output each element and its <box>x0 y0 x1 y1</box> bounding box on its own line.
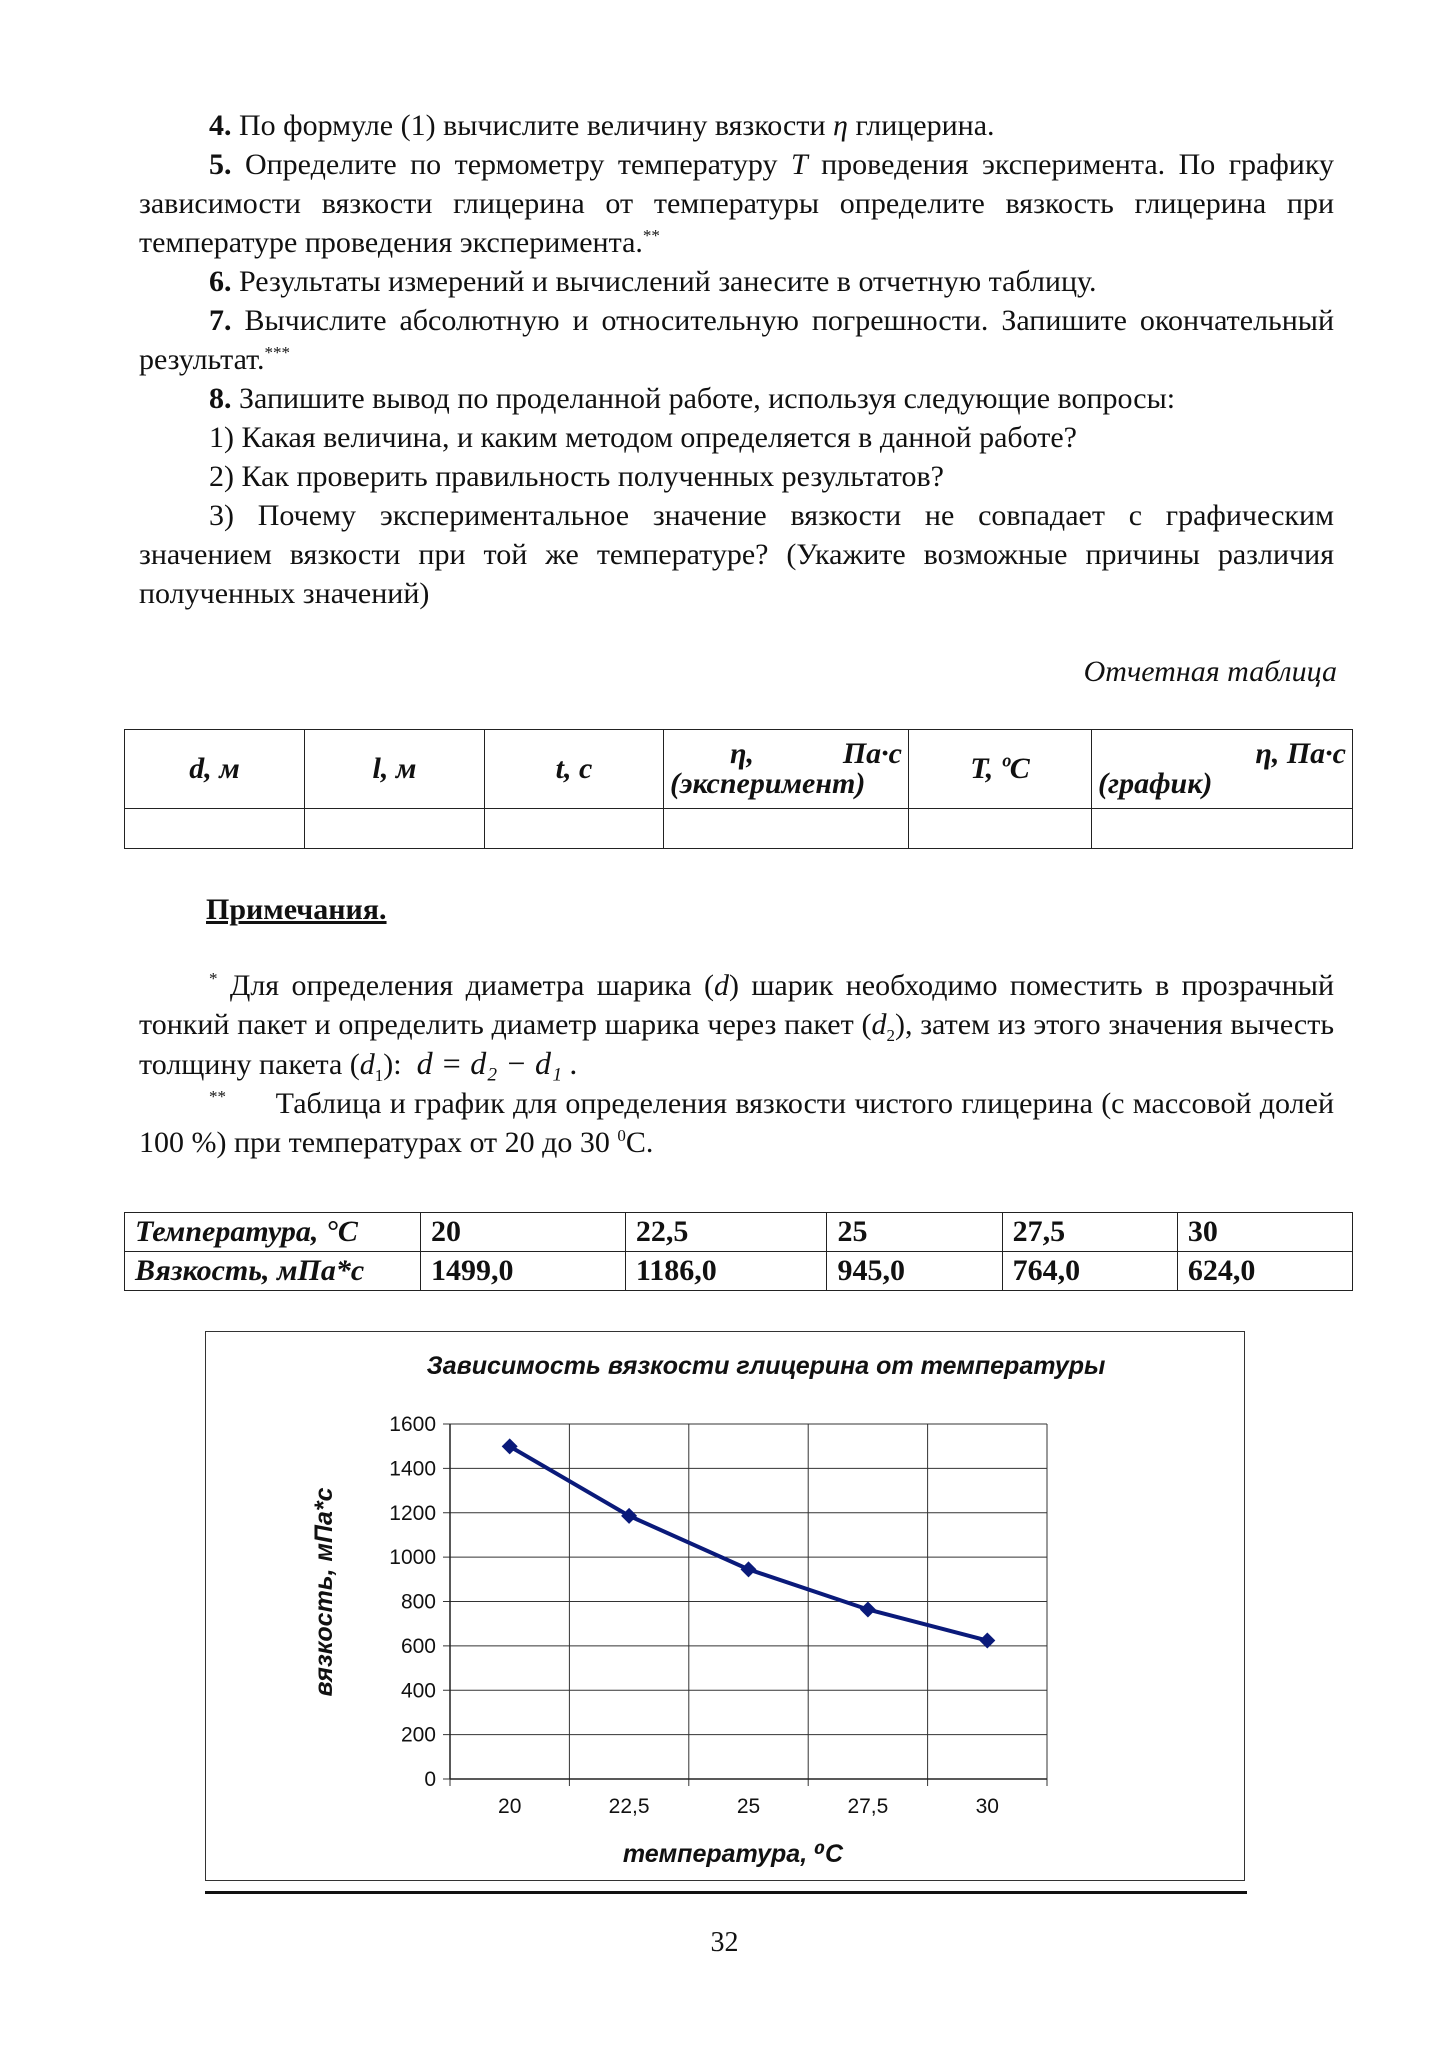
eta-symbol: η <box>833 109 848 142</box>
header-line: η, Па·с <box>1255 737 1346 770</box>
footnote-mark: *** <box>264 343 290 362</box>
d1-symbol: d <box>359 1048 375 1081</box>
note-2 <box>139 1084 1334 1162</box>
chart-series <box>502 1438 996 1648</box>
header-line: (график) <box>1098 767 1213 800</box>
step-6 <box>139 262 1334 301</box>
chart-title: Зависимость вязкости глицерина от температуры <box>426 1352 1106 1380</box>
table-cell <box>909 809 1092 849</box>
temperature-cell: 27,5 <box>1002 1213 1177 1252</box>
note-1 <box>139 966 1334 1084</box>
y-tick-label: 800 <box>400 1590 436 1614</box>
viscosity-cell: 624,0 <box>1177 1252 1352 1291</box>
temperature-symbol: T <box>790 148 808 181</box>
x-tick-label: 25 <box>736 1795 761 1818</box>
viscosity-cell: 945,0 <box>827 1252 1002 1291</box>
col-header-T: T, ºC <box>909 730 1092 809</box>
step-text: глицерина. <box>847 109 995 142</box>
x-tick-label: 20 <box>498 1795 522 1818</box>
chart-grid <box>450 1424 1047 1779</box>
footnote-mark: ** <box>209 1087 226 1106</box>
steps-block <box>139 106 1334 613</box>
viscosity-row <box>125 1252 1353 1291</box>
note-text: ) шарик необходимо поместить в прозрачный тонкий пакет и определить диаметр шарика через пакет ( <box>139 969 1334 1041</box>
y-axis-label: вязкость, мПа*с <box>310 1487 338 1697</box>
d-symbol: d <box>713 969 729 1002</box>
temperature-cell: 22,5 <box>625 1213 827 1252</box>
col-header-l: l, м <box>305 730 485 809</box>
temperature-cell: 30 <box>1177 1213 1352 1252</box>
y-tick-label: 600 <box>400 1634 436 1658</box>
viscosity-cell: 1499,0 <box>421 1252 626 1291</box>
table-cell <box>125 809 305 849</box>
temperature-cell: 25 <box>827 1213 1002 1252</box>
y-tick-label: 1000 <box>389 1546 436 1570</box>
temperature-row <box>125 1213 1353 1252</box>
table-cell <box>1092 809 1353 849</box>
report-table-caption: Отчетная таблица <box>1083 655 1337 688</box>
step-text: По формуле (1) вычислите величину вязкости <box>231 109 834 142</box>
step-number: 6. <box>209 265 232 298</box>
data-point <box>860 1601 876 1617</box>
report-table-row <box>125 809 1353 849</box>
step-number: 7. <box>209 304 232 337</box>
step-number: 5. <box>209 148 232 181</box>
viscosity-chart <box>205 1331 1245 1881</box>
d2-symbol: d <box>871 1008 887 1041</box>
note-text: С. <box>625 1126 654 1159</box>
subscript: 2 <box>886 1026 895 1045</box>
footnote-mark: * <box>209 969 218 988</box>
x-axis-label: температура, ⁰С <box>622 1840 844 1868</box>
step-number: 4. <box>209 109 232 142</box>
y-tick-label: 1600 <box>389 1413 436 1436</box>
header-line: (эксперимент) <box>670 767 866 800</box>
x-tick-label: 30 <box>975 1795 999 1818</box>
col-header-eta-graph <box>1092 730 1353 809</box>
step-4 <box>139 106 1334 145</box>
x-tick-label: 22,5 <box>608 1795 650 1818</box>
notes-block <box>139 966 1334 1162</box>
x-tick-label: 27,5 <box>847 1795 889 1818</box>
viscosity-table <box>124 1212 1353 1291</box>
y-tick-label: 1200 <box>389 1501 436 1525</box>
chart-svg <box>206 1332 1244 1880</box>
y-tick-label: 200 <box>400 1723 436 1747</box>
step-text: Результаты измерений и вычислений занесите в отчетную таблицу. <box>231 265 1097 298</box>
col-header-eta-experiment <box>664 730 909 809</box>
table-cell <box>664 809 909 849</box>
note-text: Таблица и график для определения вязкости чистого глицерина (с массовой долей 100 %) при температурах от 20 до 30 <box>139 1087 1334 1159</box>
col-header-t: t, с <box>485 730 664 809</box>
subscript: 1 <box>374 1066 384 1085</box>
note-text: ): <box>383 1048 402 1081</box>
y-tick-label: 400 <box>400 1679 436 1703</box>
question-1: 1) Какая величина, и каким методом определяется в данной работе? <box>209 421 1077 454</box>
y-tick-label: 1400 <box>389 1457 436 1481</box>
question-2: 2) Как проверить правильность полученных результатов? <box>209 460 944 493</box>
report-table <box>124 729 1353 849</box>
step-text: Вычислите абсолютную и относительную погрешности. Запишите окончательный результат. <box>139 304 1334 376</box>
step-7 <box>139 301 1334 379</box>
y-tick-label: 0 <box>424 1768 436 1791</box>
header-line: η, <box>730 737 754 770</box>
footer-rule <box>205 1891 1247 1894</box>
formula: d = d₂ − d₁ . <box>416 1045 579 1081</box>
note-text: Для определения диаметра шарика ( <box>217 969 714 1002</box>
data-point <box>502 1438 518 1454</box>
notes-title: Примечания. <box>206 893 387 926</box>
page-number: 32 <box>710 1927 739 1958</box>
table-cell <box>485 809 664 849</box>
viscosity-cell: 1186,0 <box>625 1252 827 1291</box>
question-3: 3) Почему экспериментальное значение вязкости не совпадает с графическим значением вязкости при той же температуре? (Укажите возможные причины различия полученных значений) <box>139 499 1334 610</box>
step-text: Запишите вывод по проделанной работе, используя следующие вопросы: <box>231 382 1176 415</box>
temperature-cell: 20 <box>421 1213 626 1252</box>
table-cell <box>305 809 485 849</box>
superscript: 0 <box>617 1126 626 1145</box>
chart-axes <box>389 1413 1047 1818</box>
row-header-viscosity: Вязкость, мПа*с <box>125 1252 421 1291</box>
step-5 <box>139 145 1334 262</box>
series-line <box>510 1446 988 1640</box>
step-8 <box>139 379 1334 418</box>
footnote-mark: ** <box>642 226 660 245</box>
data-point <box>621 1508 637 1524</box>
header-line: Па·с <box>842 737 902 770</box>
report-table-header <box>125 730 1353 809</box>
data-point <box>741 1561 757 1577</box>
col-header-d: d, м <box>125 730 305 809</box>
step-text: Определите по термометру температуру <box>231 148 791 181</box>
step-number: 8. <box>209 382 232 415</box>
row-header-temperature: Температура, °С <box>125 1213 421 1252</box>
viscosity-cell: 764,0 <box>1002 1252 1177 1291</box>
step-text: проведения эксперимента. По графику зависимости вязкости глицерина от температуры определите вязкость глицерина при температуре проведения эксперимента. <box>139 148 1334 259</box>
note-text: ), затем из этого значения вычесть толщину пакета ( <box>139 1008 1334 1081</box>
